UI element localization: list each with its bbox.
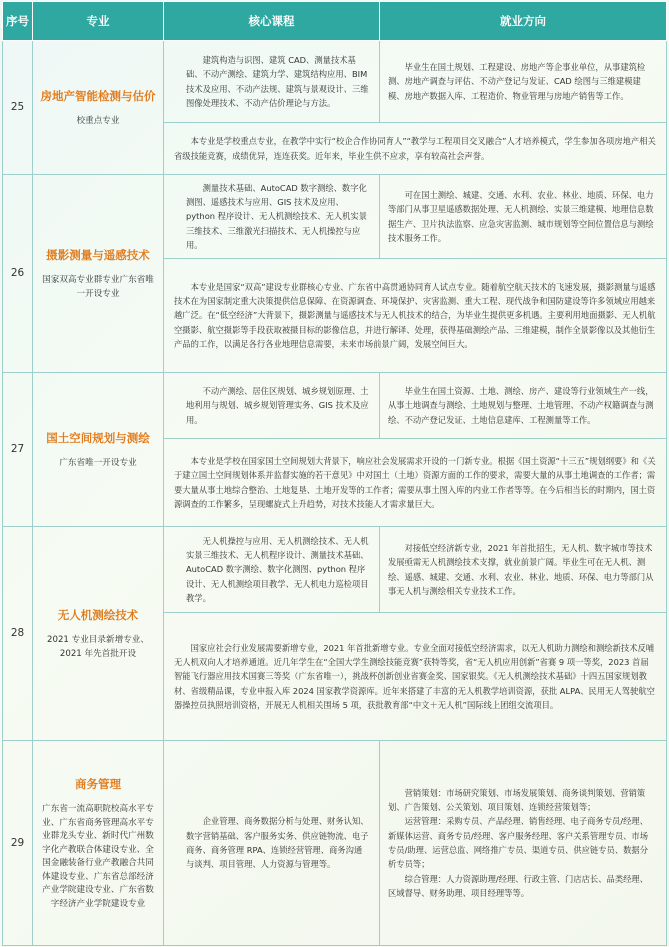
job-line-operations: 运营管理：采购专员、产品经理、销售经理、电子商务专员/经理、新媒体运营、商务专员/经理、客户服务经理、客户关系管理专员、市场专员/助理、运营总监、网络推广专员、渠道专员、供应链专员、数据分析专员等； — [388, 816, 649, 870]
courses-cell: 测量技术基础、AutoCAD 数字测绘、数字化测图、遥感技术与应用、GIS 技术及应用、python 程序设计、无人机测绘技术、无人机实景三维技术、三维激光扫描技术、无人机操控与应用。 — [164, 175, 380, 259]
table-header-row — [3, 2, 667, 41]
feature-cell: 本专业是国家“双高”建设专业群核心专业、广东省中高贯通协同育人试点专业。随着航空航天技术的飞速发展，摄影测量与遥感技术在为国家制定重大决策提供信息保障、在资源调查、环境保护、灾害监测、重大工程、现代战争和国防建设等许多领域应用越来越广泛。在“低空经济”大背景下，摄影测量与遥感技术与无人机技术的结合，为毕业生提供更多机遇。主要利用地面摄影、无人机航空摄影、航空摄影等手段获取被摄目标的影像信息，并进行解译、处理，获得基础测绘产品、三维建模，制作全景影像以及其他衍生产品的工作，以满足各行各业地理信息需要，未来市场前景广阔，发展空间巨大。 — [164, 259, 667, 373]
major-cell — [33, 527, 164, 741]
major-cell — [33, 741, 164, 946]
courses-cell: 建筑构造与识图、建筑 CAD、测量技术基础、不动产测绘、建筑力学、建筑结构应用、BIM 技术及应用、不动产法规、建筑与景观设计、三维图像处理技术、不动产估价理论与方法。 — [164, 41, 380, 123]
major-cell — [33, 373, 164, 527]
row-number: 25 — [3, 41, 33, 175]
job-line-admin: 综合管理：人力资源助理/经理、行政主管、门店店长、品类经理、区域督导、财务助理、项目经理等等。 — [388, 873, 649, 898]
job-line-marketing: 营销策划：市场研究策划、市场发展策划、商务谈判策划、营销策划、广告策划、公关策划、项目策划、连锁经营策划等； — [388, 787, 646, 813]
table-row — [3, 527, 667, 613]
major-name: 商务管理 — [75, 777, 121, 791]
table-row — [3, 741, 667, 946]
table-row — [3, 373, 667, 439]
major-cell — [33, 175, 164, 373]
major-note: 广东省唯一开设专业 — [59, 457, 137, 468]
jobs-cell: 毕业生在国土资源、土地、测绘、房产、建设等行业领域生产一线，从事土地调查与测绘、土地规划与整理、土地管理、不动产权籍调查与测绘、不动产登记发证、土地信息建库、工程测量等工作。 — [380, 373, 667, 439]
major-name: 房地产智能检测与估价 — [40, 88, 156, 103]
row-number: 28 — [3, 527, 33, 741]
major-name: 摄影测量与遥感技术 — [46, 248, 150, 262]
major-note: 国家双高专业群专业广东省唯一开设专业 — [42, 275, 154, 299]
major-note: 校重点专业 — [76, 115, 120, 126]
jobs-cell — [380, 741, 667, 946]
major-name: 无人机测绘技术 — [57, 608, 139, 622]
major-note: 广东省一流高职院校高水平专业、广东省商务管理高水平专业群龙头专业、新时代广州数字化产教联合体建设专业、全国金融装备行业产教融合共同体建设专业、广东省总部经济产业学院建设专业、广东省数字经济产业学院建设专业 — [42, 804, 154, 909]
header-courses: 核心课程 — [164, 2, 380, 41]
row-number: 29 — [3, 741, 33, 946]
feature-cell: 本专业是学校重点专业，在教学中实行“校企合作协同育人”“教学与工程项目交叉融合”人才培养模式，学生参加各项房地产相关省级技能竞赛，成绩优异，连连获奖。近年来，毕业生供不应求，享有较高社会声誉。 — [164, 123, 667, 175]
courses-cell: 企业管理、商务数据分析与处理、财务认知、数字营销基础、客户服务实务、供应链物流、电子商务、商务管理 RPA、连锁经营管理、商务沟通与谈判、项目管理、人力资源与管理等。 — [164, 741, 380, 946]
table-row — [3, 175, 667, 259]
courses-cell: 无人机操控与应用、无人机测绘技术、无人机实景三维技术、无人机程序设计、测量技术基础、AutoCAD 数字测绘、数字化测图、python 程序设计、无人机测绘项目教学、无人机电力巡检项目教学。 — [164, 527, 380, 613]
major-note: 2021 专业目录新增专业、2021 年先首批开设 — [47, 635, 149, 659]
jobs-cell: 对接低空经济新专业，2021 年首批招生，无人机、数字城市等技术发展亟需无人机测绘技术支撑，就业前景广阔。毕业生可在无人机、测绘、遥感、城建、交通、水利、农业、林业、地质、环保、电力等部门从事无人机与测绘相关专业技术工作。 — [380, 527, 667, 613]
courses-cell: 不动产测绘、居住区规划、城乡规划原理、土地利用与规划、城乡规划管理实务、GIS 技术及应用。 — [164, 373, 380, 439]
feature-cell: 国家应社会行业发展需要新增专业，2021 年首批新增专业。专业全面对接低空经济需求，以无人机助力测绘和测绘新技术反哺无人机双向人才培养通道。近几年学生在“全国大学生测绘技能竞赛”获特等奖，省“无人机应用创新”省赛 9 项一等奖，2023 首届智能飞行器应用技术国赛三等奖（广东省唯一），挑战杯创新创业省赛金奖、国家银奖。《无人机测绘技术基础》十四五国家规划教材、省级精品课，专业申报入库 2024 国家教学资源库。近年来搭建了丰富的无人机教学培训资源，获批 ALPA、民用无人驾驶航空器操控员执照培训资格，开展无人机相关围场 5 项，获批教育部“中文＋无人机”国际线上团组交流项目。 — [164, 613, 667, 741]
header-jobs: 就业方向 — [380, 2, 667, 41]
major-cell — [33, 41, 164, 175]
major-name: 国土空间规划与测绘 — [46, 430, 150, 445]
row-number: 27 — [3, 373, 33, 527]
major-table — [2, 1, 667, 946]
jobs-cell: 毕业生在国土规划、工程建设、房地产等企事业单位，从事建筑检测、房地产调查与评估、不动产登记与发证、CAD 绘图与三维建模建模、房地产数据入库、工程造价、物业管理与房地产销售等工作。 — [380, 41, 667, 123]
jobs-cell: 可在国土测绘、城建、交通、水利、农业、林业、地质、环保、电力等部门从事卫星遥感数据处理、无人机测绘、实景三维建模、地理信息数据生产、卫片执法监察、应急灾害监测、城市规划等空间位置信息与测绘技术服务工作。 — [380, 175, 667, 259]
header-seq: 序号 — [3, 2, 33, 41]
table-row — [3, 41, 667, 123]
feature-cell: 本专业是学校在国家国土空间规划大背景下，响应社会发展需求开设的一门新专业。根据《国土资源“十三五”规划纲要》和《关于建立国土空间规划体系并监督实施的若干意见》中对国土（土地）资源方面的工作的要求，需要大量的从事土地调查的工作者；需要大量从事土地综合整治、土地复垦、土地开发等的工作者；需要从事土图入库的内业工作者等等。在今后相当长的时期内，国土资源调查的工作繁多，呈现螺旋式上升趋势，对技术技能人才需求量巨大。 — [164, 439, 667, 527]
header-major: 专业 — [33, 2, 164, 41]
row-number: 26 — [3, 175, 33, 373]
